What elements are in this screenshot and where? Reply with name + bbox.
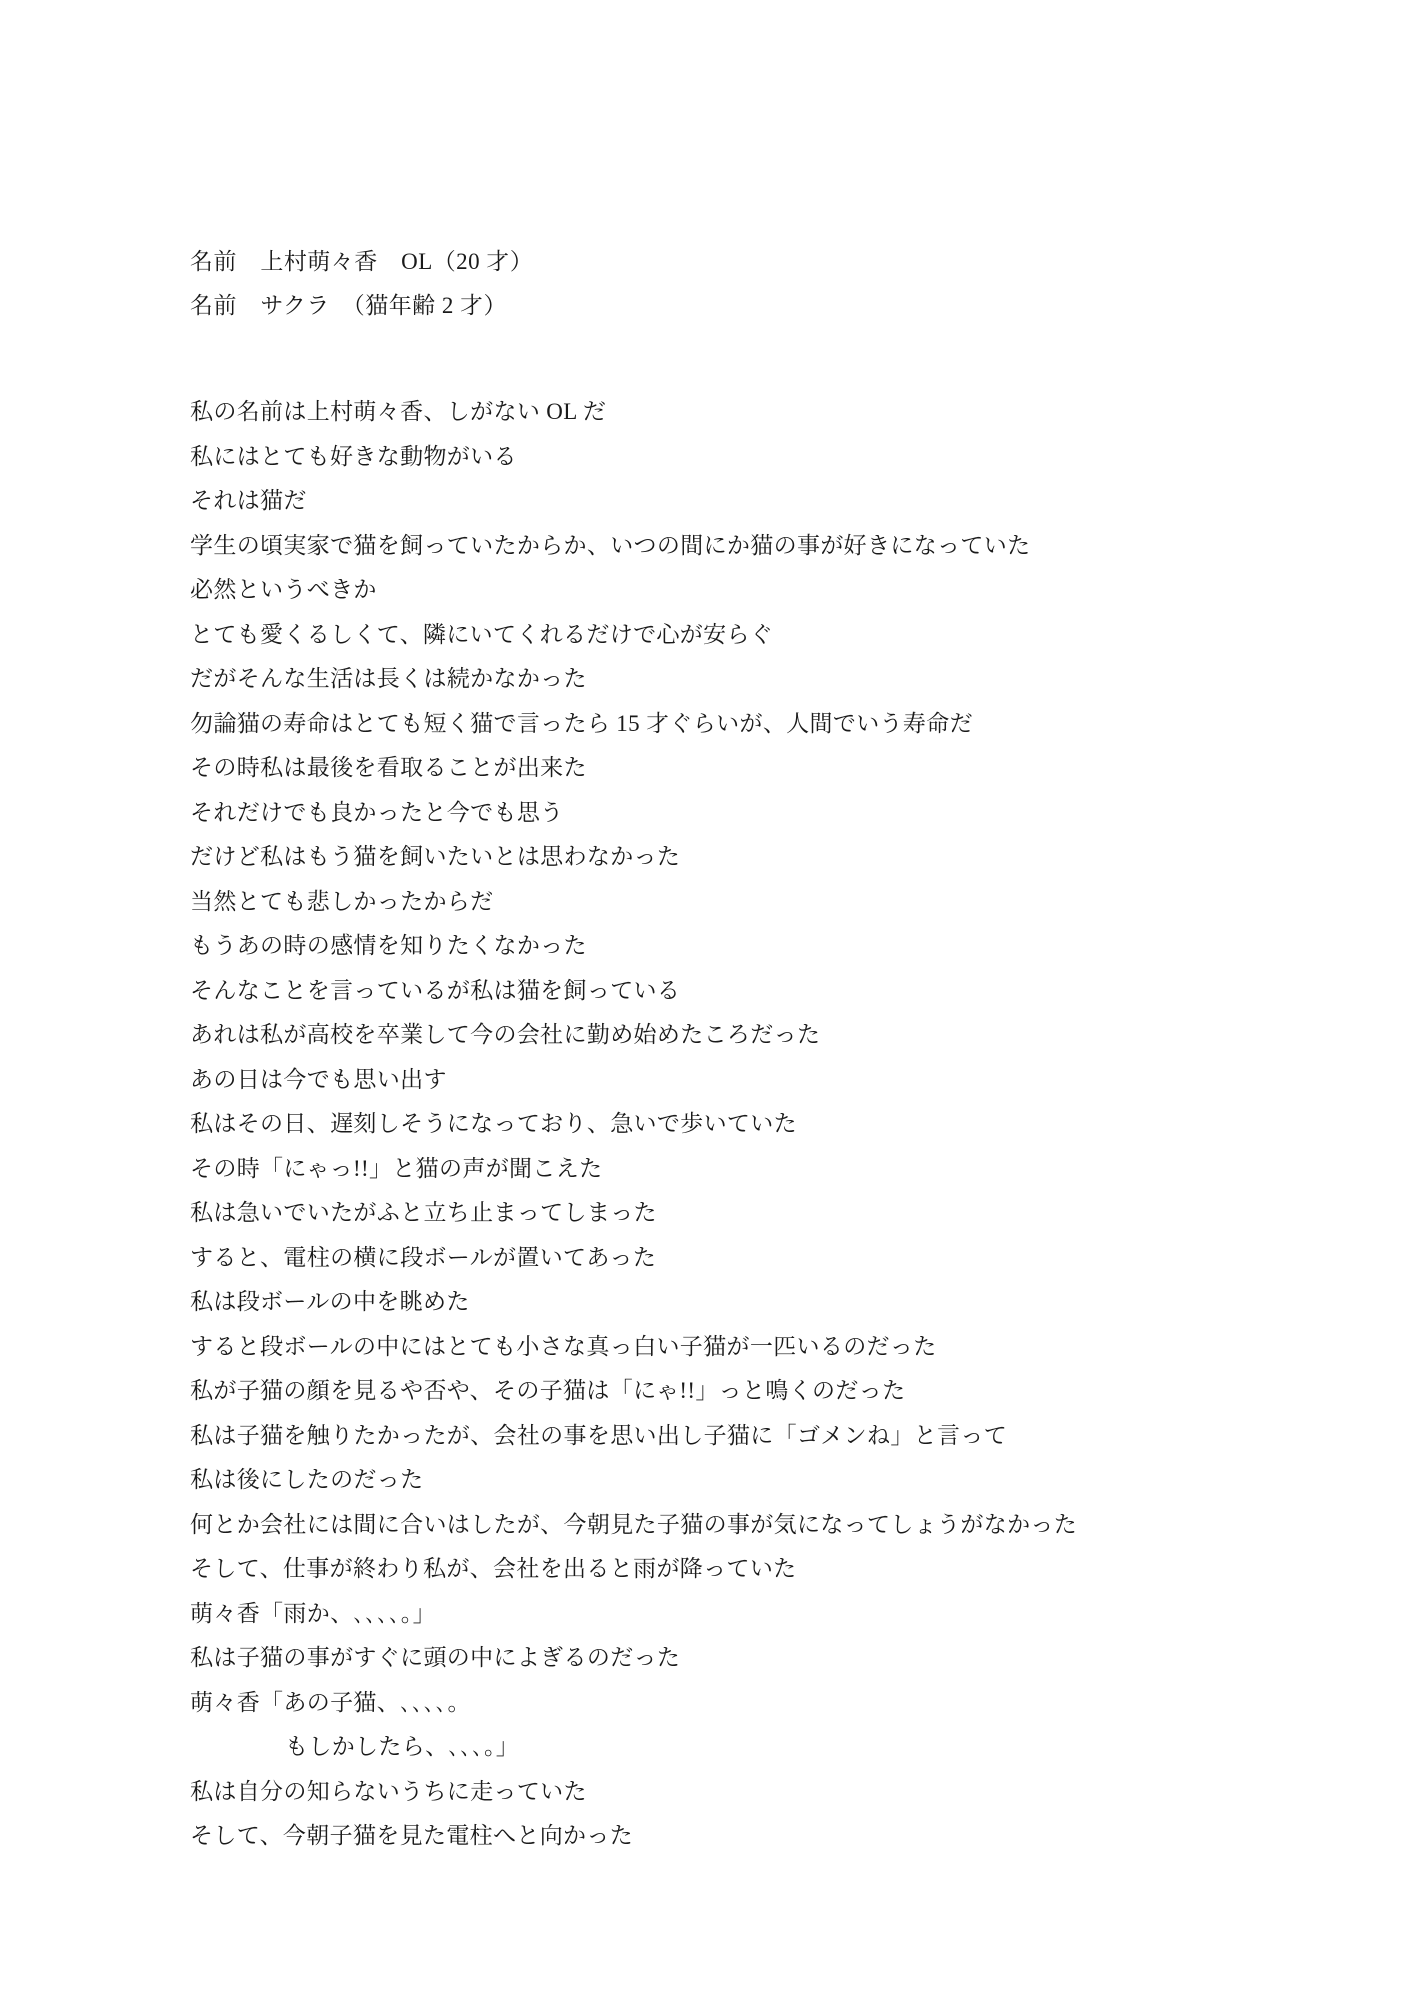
story-body	[190, 390, 1224, 1859]
story-line: 萌々香「あの子猫、､､､､｡	[190, 1689, 460, 1715]
story-line: 私は子猫の事がすぐに頭の中によぎるのだった	[190, 1645, 681, 1670]
character-header	[190, 240, 1224, 328]
character-line-cat: 名前 サクラ （猫年齢 2 才）	[190, 293, 507, 318]
story-line: とても愛くるしくて、隣にいてくれるだけで心が安らぐ	[190, 621, 774, 647]
story-line: そして、今朝子猫を見た電柱へと向かった	[190, 1823, 634, 1848]
story-line: あの日は今でも思い出す	[190, 1066, 447, 1092]
story-line: 私は子猫を触りたかったが、会社の事を思い出し子猫に「ゴメンね」と言って	[190, 1422, 1008, 1448]
story-line: そして、仕事が終わり私が、会社を出ると雨が降っていた	[190, 1556, 797, 1581]
story-line: 私は自分の知らないうちに走っていた	[190, 1778, 587, 1804]
story-line: 当然とても悲しかったからだ	[190, 888, 494, 914]
story-line: 私が子猫の顔を見るや否や、その子猫は「にゃ!!」っと鳴くのだった	[190, 1378, 906, 1403]
story-line: 萌々香「雨か、､､､､｡」	[190, 1600, 436, 1626]
story-line: もうあの時の感情を知りたくなかった	[190, 933, 587, 958]
story-line: 勿論猫の寿命はとても短く猫で言ったら 15 才ぐらいが、人間でいう寿命だ	[190, 710, 973, 736]
character-line-protagonist: 名前 上村萌々香 OL（20 才）	[190, 249, 534, 274]
story-line: 学生の頃実家で猫を飼っていたからか、いつの間にか猫の事が好きになっていた	[190, 532, 1031, 558]
story-line: あれは私が高校を卒業して今の会社に勤め始めたころだった	[190, 1022, 821, 1047]
story-line: 私にはとても好きな動物がいる	[190, 443, 517, 469]
story-line: その時「にゃっ!!」と猫の声が聞こえた	[190, 1155, 603, 1181]
story-line: 何とか会社には間に合いはしたが、今朝見た子猫の事が気になってしょうがなかった	[190, 1511, 1078, 1537]
story-line: それだけでも良かったと今でも思う	[190, 799, 564, 825]
story-line: それは猫だ	[190, 488, 307, 513]
story-line: 私は段ボールの中を眺めた	[190, 1289, 470, 1314]
story-line: 私の名前は上村萌々香、しがない OL だ	[190, 399, 607, 424]
story-line: 私は後にしたのだった	[190, 1467, 424, 1492]
story-line: 私は急いでいたがふと立ち止まってしまった	[190, 1200, 657, 1225]
story-line: その時私は最後を看取ることが出来た	[190, 755, 587, 780]
story-line: だがそんな生活は長くは続かなかった	[190, 666, 587, 691]
story-line: そんなことを言っているが私は猫を飼っている	[190, 977, 681, 1003]
story-line: だけど私はもう猫を飼いたいとは思わなかった	[190, 844, 681, 869]
story-line: 必然というべきか	[190, 577, 377, 602]
story-line: すると、電柱の横に段ボールが置いてあった	[190, 1244, 657, 1270]
story-line-indented: もしかしたら、､､､｡」	[285, 1734, 520, 1759]
story-line: 私はその日、遅刻しそうになっており、急いで歩いていた	[190, 1111, 797, 1136]
story-line: すると段ボールの中にはとても小さな真っ白い子猫が一匹いるのだった	[190, 1333, 937, 1359]
